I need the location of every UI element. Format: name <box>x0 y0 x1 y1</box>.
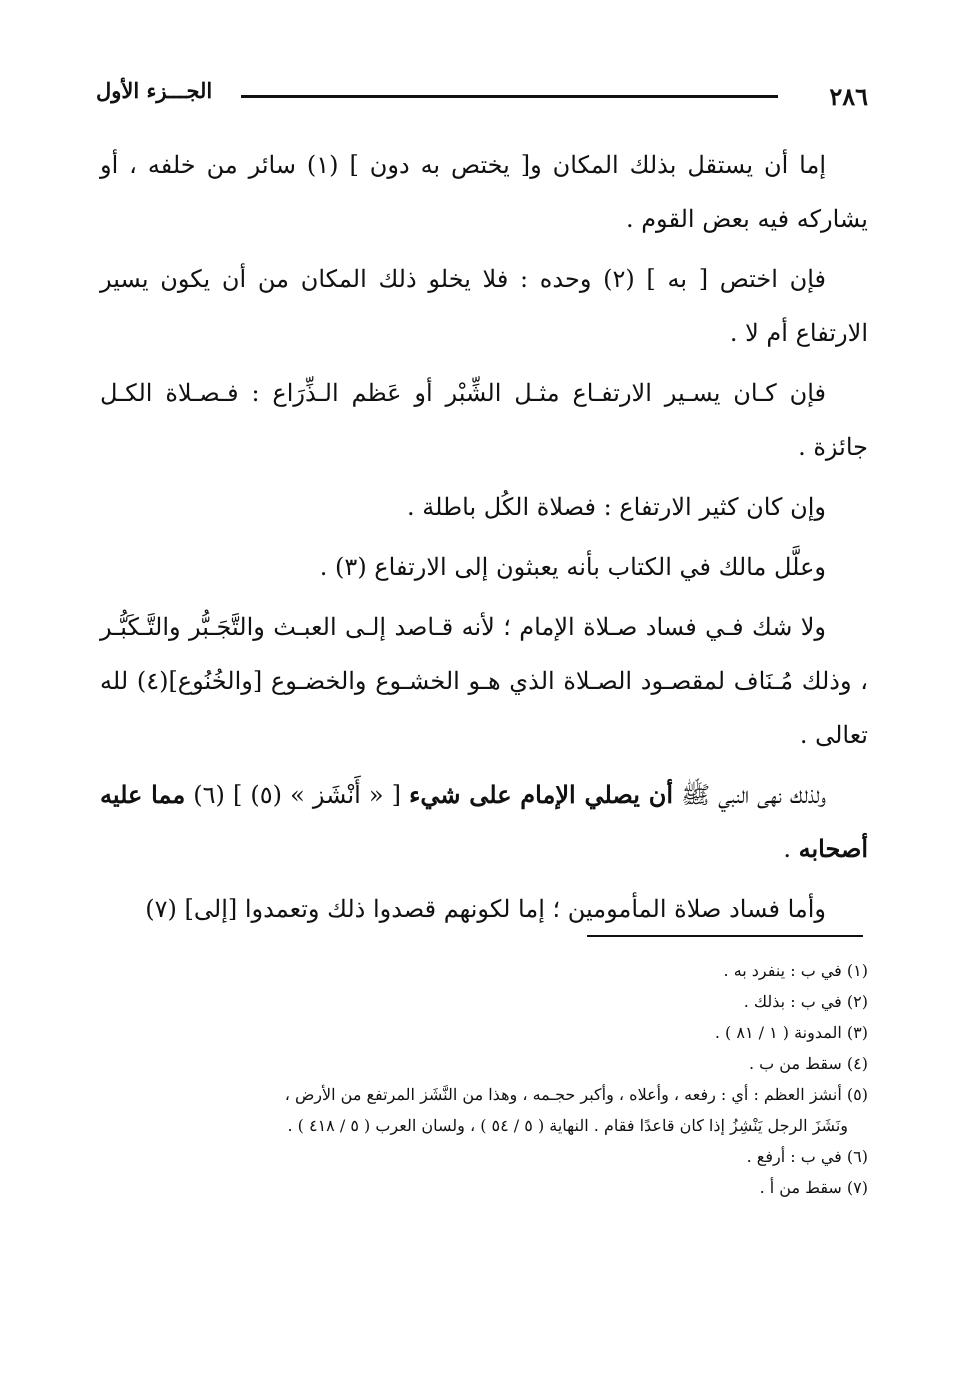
hadith-text: أن يصلي الإمام على شيء <box>409 780 674 809</box>
main-text <box>100 138 868 942</box>
running-title: الجـــزء الأول <box>96 78 213 103</box>
footnote: (١) في ب : ينفرد به . <box>723 961 868 980</box>
header-rule <box>241 95 778 98</box>
text-run: [ « أَنْشَز » (٥) ] (٦) <box>185 781 410 809</box>
paragraph: فإن اختص [ به ] (٢) وحده : فلا يخلو ذلك المكان من أن يكون يسير الارتفاع أم لا . <box>100 265 868 347</box>
footnote: (٥) أنشز العظم : أي : رفعه ، وأعلاه ، وأكبر حجـمه ، وهذا من النَّشَز المرتفع من الأرض ، <box>284 1085 868 1104</box>
paragraph: إما أن يستقل بذلك المكان و[ يختص به دون ] (١) سائر من خلفه ، أو يشاركه فيه بعض القوم . <box>100 151 868 233</box>
paragraph: وأما فساد صلاة المأمومين ؛ إما لكونهم قصدوا ذلك وتعمدوا [إلى] (٧) <box>145 895 826 923</box>
hadith-text: مما عليه أصحابه <box>100 780 868 863</box>
paragraph: وإن كان كثير الارتفاع : فصلاة الكُل باطلة . <box>406 493 826 521</box>
paragraph: ولا شك فـي فساد صـلاة الإمام ؛ لأنه قـاصد إلـى العبـث والتَّجَـبُّر والتَّـكَبُّـر ، وذلك مُـنَاف لمقصـود الصـلاة الذي هـو الخشـوع والخضـوع [والخُنُوع](٤) لله تعالى . <box>100 613 868 749</box>
footnote-continuation: ونَشَزَ الرجل يَنْشِزُ إذا كان قاعدًا فقام . النهاية ( ٥ / ٥٤ ) ، ولسان العرب ( ٥ / ٤١٨ ) . <box>287 1116 848 1135</box>
footnote: (٣) المدونة ( ١ / ٨١ ) . <box>714 1023 868 1042</box>
footnotes <box>100 955 868 1203</box>
paragraph: فإن كـان يسـير الارتفـاع مثـل الشِّبْر أو عَظم الـذِّرَاع : فـصـلاة الكـل جائزة . <box>100 379 868 461</box>
footnote: (٦) في ب : أرفع . <box>746 1147 868 1166</box>
text-run: ولذلك نهى النبي ﷺ <box>673 781 826 809</box>
paragraph: وعلَّل مالك في الكتاب بأنه يعبثون إلى الارتفاع (٣) . <box>319 553 826 581</box>
page-number: ٢٨٦ <box>829 82 868 111</box>
page-header <box>96 78 868 118</box>
paragraph-hadith <box>100 768 868 876</box>
footnote: (٢) في ب : بذلك . <box>743 992 868 1011</box>
footnote: (٤) سقط من ب . <box>748 1054 868 1073</box>
footnote-separator <box>587 935 863 937</box>
text-run: . <box>783 835 799 863</box>
footnote: (٧) سقط من أ . <box>759 1178 868 1197</box>
